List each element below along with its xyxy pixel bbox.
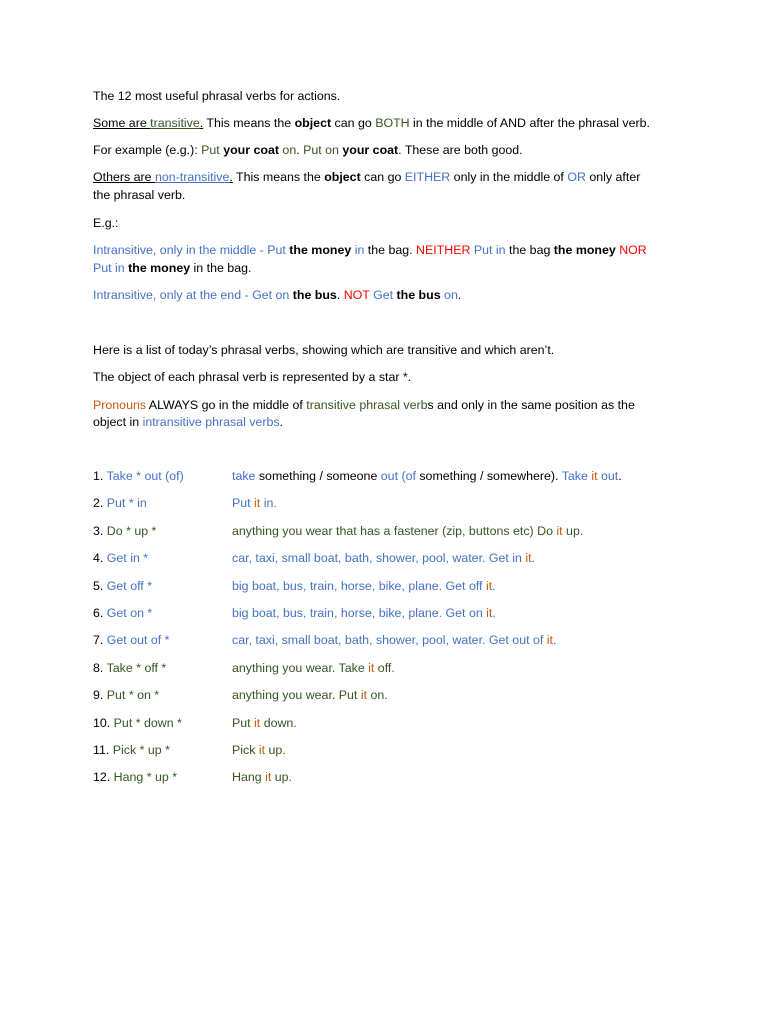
phrasal-verb-usage bbox=[232, 468, 622, 484]
text-run: Hang * up * bbox=[113, 770, 178, 784]
text-run: anything you wear that has a fastener (zip, buttons etc) Do bbox=[232, 524, 557, 538]
text-run: the bag. bbox=[364, 243, 417, 257]
text-run: can go bbox=[331, 116, 376, 130]
phrasal-verb-usage bbox=[232, 632, 556, 648]
text-run: This means the bbox=[203, 116, 295, 130]
text-run: take bbox=[232, 469, 256, 483]
text-run: transitive bbox=[150, 116, 200, 130]
phrasal-verb-usage bbox=[232, 578, 496, 594]
text-run: Take * out (of) bbox=[106, 469, 184, 483]
text-run: big boat, bus, train, horse, bike, plane. Get on bbox=[232, 606, 487, 620]
phrasal-verb-usage bbox=[232, 742, 286, 758]
text-run: the money bbox=[128, 261, 191, 275]
phrasal-verb-item bbox=[93, 578, 152, 594]
text-run: Put bbox=[232, 716, 255, 730]
text-run: it bbox=[546, 633, 553, 647]
text-run: Some are bbox=[93, 116, 151, 130]
text-run: NEITHER bbox=[416, 243, 471, 257]
text-run: Put bbox=[232, 496, 255, 510]
phrasal-verb-item bbox=[93, 523, 156, 539]
phrasal-verb-usage bbox=[232, 660, 395, 676]
text-run: NOT bbox=[343, 288, 370, 302]
eg-label: E.g.: bbox=[93, 216, 119, 230]
text-run: Get out of * bbox=[106, 633, 170, 647]
text-run: Pronouns bbox=[93, 398, 147, 412]
phrasal-verb-usage bbox=[232, 523, 583, 539]
text-run: it bbox=[486, 606, 493, 620]
text-run: . bbox=[492, 579, 496, 593]
text-run: . bbox=[336, 288, 344, 302]
text-run: the money bbox=[553, 243, 616, 257]
phrasal-verb-item bbox=[93, 605, 152, 621]
text-run: car, taxi, small boat, bath, shower, pool, water. Get out of bbox=[232, 633, 547, 647]
text-run: object bbox=[294, 116, 332, 130]
phrasal-verb-item bbox=[93, 495, 147, 511]
pronouns-rule-cont bbox=[93, 414, 283, 430]
text-run: This means the bbox=[232, 170, 325, 184]
text-run: . bbox=[492, 606, 496, 620]
text-run: object in bbox=[93, 415, 143, 429]
text-run: it bbox=[556, 524, 563, 538]
phrasal-verb-usage bbox=[232, 605, 496, 621]
text-run: it bbox=[591, 469, 598, 483]
text-run: in the bag. bbox=[190, 261, 252, 275]
text-run: up. bbox=[271, 770, 292, 784]
text-run: s and only in the same position as the bbox=[427, 398, 635, 412]
text-run: EITHER bbox=[404, 170, 451, 184]
text-run: 10. bbox=[93, 716, 114, 730]
text-run: the bag bbox=[505, 243, 554, 257]
transitive-explanation bbox=[93, 115, 650, 131]
text-run: Do * up * bbox=[106, 524, 157, 538]
text-run: . These are both good. bbox=[398, 143, 523, 157]
text-run: off. bbox=[374, 661, 395, 675]
text-run: non-transitive bbox=[154, 170, 230, 184]
text-run: on bbox=[444, 288, 458, 302]
nontransitive-explanation bbox=[93, 169, 640, 185]
intransitive-middle-example bbox=[93, 242, 647, 258]
text-run: anything you wear. Put bbox=[232, 688, 361, 702]
text-run: up. bbox=[265, 743, 286, 757]
text-run: it bbox=[265, 770, 272, 784]
star-note: The object of each phrasal verb is represented by a star *. bbox=[93, 370, 412, 384]
text-run: . bbox=[296, 143, 304, 157]
text-run: 6. bbox=[93, 606, 107, 620]
text-run: 11. bbox=[93, 743, 113, 757]
text-run: in the middle of AND after the phrasal verb. bbox=[409, 116, 650, 130]
text-run: intransitive phrasal verbs bbox=[142, 415, 280, 429]
nontransitive-explanation-cont: the phrasal verb. bbox=[93, 188, 186, 202]
text-run: 4. bbox=[93, 551, 107, 565]
text-run: Get bbox=[373, 288, 394, 302]
text-run: the money bbox=[289, 243, 352, 257]
text-run: Pick * up * bbox=[112, 743, 170, 757]
text-run: the bus bbox=[396, 288, 441, 302]
phrasal-verb-item bbox=[93, 550, 148, 566]
text-run: can go bbox=[360, 170, 405, 184]
intransitive-middle-example-cont bbox=[93, 260, 251, 276]
text-run: Get in * bbox=[106, 551, 149, 565]
text-run: 12. bbox=[93, 770, 114, 784]
text-run: ALWAYS go in the middle of bbox=[146, 398, 307, 412]
transitive-example bbox=[93, 142, 523, 158]
text-run: your coat bbox=[223, 143, 279, 157]
text-run: Put in bbox=[473, 243, 506, 257]
document-title: The 12 most useful phrasal verbs for actions. bbox=[93, 89, 341, 103]
text-run: something / somewhere). bbox=[415, 469, 562, 483]
text-run: 3. bbox=[93, 524, 107, 538]
text-run: in bbox=[354, 243, 365, 257]
text-run: . bbox=[552, 633, 557, 647]
phrasal-verb-usage bbox=[232, 550, 535, 566]
text-run: only after bbox=[585, 170, 641, 184]
text-run: NOR bbox=[619, 243, 647, 257]
list-intro: Here is a list of today’s phrasal verbs, showing which are transitive and which aren’t. bbox=[93, 343, 555, 357]
text-run: it bbox=[258, 743, 266, 757]
text-run: up. bbox=[562, 524, 584, 538]
text-run: Put on bbox=[303, 143, 339, 157]
phrasal-verb-item bbox=[93, 687, 159, 703]
text-run: down. bbox=[260, 716, 297, 730]
text-run: Get on * bbox=[106, 606, 153, 620]
text-run: Intransitive, only in the middle - Put bbox=[93, 243, 290, 257]
text-run: For example (e.g.): bbox=[93, 143, 202, 157]
text-run: it bbox=[360, 688, 368, 702]
pronouns-rule bbox=[93, 397, 635, 413]
text-run: Pick bbox=[232, 743, 259, 757]
text-run: 7. bbox=[93, 633, 107, 647]
text-run: the bus bbox=[292, 288, 337, 302]
text-run: 1. bbox=[93, 469, 107, 483]
text-run: 9. bbox=[93, 688, 107, 702]
text-run: . bbox=[199, 116, 204, 130]
text-run: it bbox=[254, 716, 261, 730]
text-run: Intransitive, only at the end - Get on bbox=[93, 288, 290, 302]
text-run: object bbox=[324, 170, 361, 184]
phrasal-verb-item bbox=[93, 468, 184, 484]
text-run: . bbox=[618, 469, 622, 483]
text-run: car, taxi, small boat, bath, shower, pool, water. Get in bbox=[232, 551, 526, 565]
phrasal-verb-item bbox=[93, 769, 177, 785]
text-run: transitive phrasal verb bbox=[306, 398, 428, 412]
text-run: your coat bbox=[342, 143, 399, 157]
text-run: on. bbox=[367, 688, 388, 702]
text-run: Get off * bbox=[106, 579, 153, 593]
text-run: Take * off * bbox=[106, 661, 167, 675]
text-run: Hang bbox=[232, 770, 266, 784]
text-run: it bbox=[525, 551, 532, 565]
text-run: big boat, bus, train, horse, bike, plane. Get off bbox=[232, 579, 486, 593]
text-run: . bbox=[531, 551, 536, 565]
phrasal-verb-usage bbox=[232, 495, 277, 511]
text-run: it bbox=[254, 496, 261, 510]
intransitive-end-example bbox=[93, 287, 461, 303]
text-run: something / someone bbox=[255, 469, 381, 483]
text-run: in. bbox=[260, 496, 277, 510]
phrasal-verb-usage bbox=[232, 687, 388, 703]
text-run: 8. bbox=[93, 661, 107, 675]
text-run: Put in bbox=[93, 261, 125, 275]
phrasal-verb-item bbox=[93, 632, 169, 648]
text-run: 2. bbox=[93, 496, 107, 510]
text-run: Others are bbox=[93, 170, 155, 184]
text-run: . bbox=[279, 415, 284, 429]
text-run: OR bbox=[567, 170, 586, 184]
phrasal-verb-item bbox=[93, 742, 170, 758]
text-run: Put * on * bbox=[106, 688, 160, 702]
text-run: it bbox=[368, 661, 375, 675]
text-run: Put * in bbox=[106, 496, 147, 510]
text-run: . bbox=[229, 170, 233, 184]
text-run: only in the middle of bbox=[450, 170, 568, 184]
text-run: Put bbox=[201, 143, 220, 157]
text-run: . bbox=[457, 288, 462, 302]
text-run: Take bbox=[561, 469, 588, 483]
text-run: out bbox=[600, 469, 619, 483]
text-run: BOTH bbox=[375, 116, 410, 130]
text-run: it bbox=[485, 579, 493, 593]
text-run: out (of bbox=[380, 469, 416, 483]
phrasal-verb-item bbox=[93, 660, 166, 676]
phrasal-verb-usage bbox=[232, 769, 292, 785]
phrasal-verb-usage bbox=[232, 715, 297, 731]
text-run: anything you wear. Take bbox=[232, 661, 369, 675]
phrasal-verb-item bbox=[93, 715, 182, 731]
text-run: on bbox=[282, 143, 297, 157]
text-run: 5. bbox=[93, 579, 107, 593]
text-run: Put * down * bbox=[113, 716, 182, 730]
